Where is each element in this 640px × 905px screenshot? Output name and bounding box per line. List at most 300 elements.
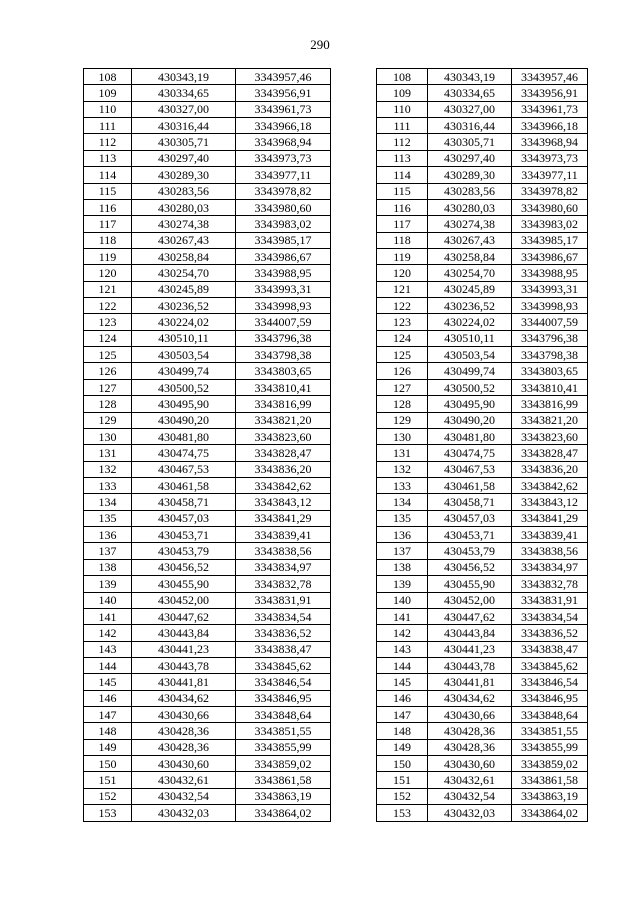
point-number-cell: 113 bbox=[84, 150, 132, 166]
point-number-cell: 147 bbox=[377, 707, 428, 723]
x-coordinate-cell: 430500,52 bbox=[428, 379, 512, 395]
table-row bbox=[84, 101, 331, 117]
point-number-cell: 148 bbox=[377, 723, 428, 739]
y-coordinate-cell: 3343863,19 bbox=[512, 788, 588, 804]
x-coordinate-cell: 430280,03 bbox=[132, 199, 236, 215]
x-coordinate-cell: 430274,38 bbox=[132, 216, 236, 232]
table-row bbox=[84, 674, 331, 690]
x-coordinate-cell: 430456,52 bbox=[132, 559, 236, 575]
x-coordinate-cell: 430254,70 bbox=[428, 265, 512, 281]
point-number-cell: 124 bbox=[84, 330, 132, 346]
x-coordinate-cell: 430443,84 bbox=[132, 625, 236, 641]
table-row bbox=[377, 788, 588, 804]
y-coordinate-cell: 3343834,97 bbox=[512, 559, 588, 575]
point-number-cell: 150 bbox=[84, 756, 132, 772]
x-coordinate-cell: 430474,75 bbox=[428, 445, 512, 461]
point-number-cell: 115 bbox=[377, 183, 428, 199]
x-coordinate-cell: 430490,20 bbox=[428, 412, 512, 428]
point-number-cell: 149 bbox=[377, 739, 428, 755]
table-row bbox=[377, 559, 588, 575]
point-number-cell: 112 bbox=[84, 134, 132, 150]
table-row bbox=[84, 396, 331, 412]
x-coordinate-cell: 430447,62 bbox=[428, 608, 512, 624]
point-number-cell: 138 bbox=[84, 559, 132, 575]
point-number-cell: 123 bbox=[377, 314, 428, 330]
table-row bbox=[84, 494, 331, 510]
y-coordinate-cell: 3343821,20 bbox=[236, 412, 331, 428]
point-number-cell: 145 bbox=[377, 674, 428, 690]
point-number-cell: 146 bbox=[84, 690, 132, 706]
x-coordinate-cell: 430447,62 bbox=[132, 608, 236, 624]
table-body bbox=[377, 69, 588, 822]
y-coordinate-cell: 3343810,41 bbox=[512, 379, 588, 395]
y-coordinate-cell: 3343832,78 bbox=[512, 576, 588, 592]
y-coordinate-cell: 3343863,19 bbox=[236, 788, 331, 804]
x-coordinate-cell: 430432,54 bbox=[132, 788, 236, 804]
table-row bbox=[84, 690, 331, 706]
y-coordinate-cell: 3343977,11 bbox=[512, 167, 588, 183]
y-coordinate-cell: 3343843,12 bbox=[512, 494, 588, 510]
y-coordinate-cell: 3343985,17 bbox=[236, 232, 331, 248]
x-coordinate-cell: 430236,52 bbox=[132, 298, 236, 314]
table-row bbox=[377, 592, 588, 608]
point-number-cell: 112 bbox=[377, 134, 428, 150]
table-row bbox=[377, 723, 588, 739]
y-coordinate-cell: 3343980,60 bbox=[512, 199, 588, 215]
point-number-cell: 116 bbox=[377, 199, 428, 215]
table-row bbox=[84, 723, 331, 739]
x-coordinate-cell: 430432,03 bbox=[428, 805, 512, 821]
table-row bbox=[377, 707, 588, 723]
point-number-cell: 122 bbox=[377, 298, 428, 314]
x-coordinate-cell: 430495,90 bbox=[132, 396, 236, 412]
x-coordinate-cell: 430503,54 bbox=[132, 347, 236, 363]
y-coordinate-cell: 3343966,18 bbox=[512, 118, 588, 134]
y-coordinate-cell: 3343836,52 bbox=[236, 625, 331, 641]
page-number: 290 bbox=[310, 37, 330, 52]
point-number-cell: 119 bbox=[377, 248, 428, 264]
table-row bbox=[377, 167, 588, 183]
table-row bbox=[377, 216, 588, 232]
point-number-cell: 152 bbox=[377, 788, 428, 804]
y-coordinate-cell: 3343956,91 bbox=[236, 85, 331, 101]
y-coordinate-cell: 3343845,62 bbox=[512, 657, 588, 673]
table-row bbox=[377, 756, 588, 772]
table-row bbox=[377, 232, 588, 248]
y-coordinate-cell: 3343828,47 bbox=[236, 445, 331, 461]
point-number-cell: 110 bbox=[84, 101, 132, 117]
y-coordinate-cell: 3343851,55 bbox=[236, 723, 331, 739]
y-coordinate-cell: 3343803,65 bbox=[512, 363, 588, 379]
table-row bbox=[84, 330, 331, 346]
table-row bbox=[84, 461, 331, 477]
table-row bbox=[377, 298, 588, 314]
table-body bbox=[84, 69, 331, 822]
y-coordinate-cell: 3343986,67 bbox=[236, 248, 331, 264]
point-number-cell: 117 bbox=[84, 216, 132, 232]
table-row bbox=[377, 510, 588, 526]
y-coordinate-cell: 3343816,99 bbox=[236, 396, 331, 412]
y-coordinate-cell: 3343842,62 bbox=[236, 477, 331, 493]
y-coordinate-cell: 3343978,82 bbox=[512, 183, 588, 199]
x-coordinate-cell: 430481,80 bbox=[132, 428, 236, 444]
point-number-cell: 121 bbox=[84, 281, 132, 297]
x-coordinate-cell: 430343,19 bbox=[428, 69, 512, 85]
point-number-cell: 131 bbox=[84, 445, 132, 461]
point-number-cell: 125 bbox=[84, 347, 132, 363]
y-coordinate-cell: 3343796,38 bbox=[512, 330, 588, 346]
x-coordinate-cell: 430245,89 bbox=[132, 281, 236, 297]
x-coordinate-cell: 430327,00 bbox=[428, 101, 512, 117]
x-coordinate-cell: 430280,03 bbox=[428, 199, 512, 215]
point-number-cell: 134 bbox=[377, 494, 428, 510]
y-coordinate-cell: 3343846,54 bbox=[512, 674, 588, 690]
point-number-cell: 145 bbox=[84, 674, 132, 690]
table-row bbox=[84, 363, 331, 379]
point-number-cell: 140 bbox=[377, 592, 428, 608]
x-coordinate-cell: 430274,38 bbox=[428, 216, 512, 232]
table-row bbox=[84, 739, 331, 755]
x-coordinate-cell: 430428,36 bbox=[132, 739, 236, 755]
table-row bbox=[377, 657, 588, 673]
y-coordinate-cell: 3343838,47 bbox=[512, 641, 588, 657]
y-coordinate-cell: 3343846,95 bbox=[236, 690, 331, 706]
table-row bbox=[377, 461, 588, 477]
point-number-cell: 114 bbox=[377, 167, 428, 183]
point-number-cell: 118 bbox=[84, 232, 132, 248]
table-row bbox=[377, 805, 588, 821]
x-coordinate-cell: 430452,00 bbox=[428, 592, 512, 608]
point-number-cell: 151 bbox=[377, 772, 428, 788]
point-number-cell: 133 bbox=[84, 477, 132, 493]
point-number-cell: 142 bbox=[84, 625, 132, 641]
table-row bbox=[84, 167, 331, 183]
table-row bbox=[377, 69, 588, 85]
y-coordinate-cell: 3343983,02 bbox=[236, 216, 331, 232]
x-coordinate-cell: 430490,20 bbox=[132, 412, 236, 428]
table-row bbox=[84, 641, 331, 657]
point-number-cell: 144 bbox=[84, 657, 132, 673]
table-row bbox=[84, 445, 331, 461]
y-coordinate-cell: 3343834,54 bbox=[236, 608, 331, 624]
y-coordinate-cell: 3344007,59 bbox=[236, 314, 331, 330]
x-coordinate-cell: 430430,66 bbox=[132, 707, 236, 723]
table-row bbox=[377, 494, 588, 510]
table-row bbox=[377, 477, 588, 493]
y-coordinate-cell: 3343831,91 bbox=[236, 592, 331, 608]
y-coordinate-cell: 3343842,62 bbox=[512, 477, 588, 493]
y-coordinate-cell: 3343983,02 bbox=[512, 216, 588, 232]
y-coordinate-cell: 3343839,41 bbox=[236, 527, 331, 543]
table-row bbox=[377, 543, 588, 559]
point-number-cell: 125 bbox=[377, 347, 428, 363]
x-coordinate-cell: 430503,54 bbox=[428, 347, 512, 363]
table-row bbox=[84, 412, 331, 428]
x-coordinate-cell: 430327,00 bbox=[132, 101, 236, 117]
y-coordinate-cell: 3343980,60 bbox=[236, 199, 331, 215]
point-number-cell: 109 bbox=[377, 85, 428, 101]
point-number-cell: 108 bbox=[84, 69, 132, 85]
x-coordinate-cell: 430434,62 bbox=[428, 690, 512, 706]
table-row bbox=[377, 772, 588, 788]
coordinates-table-right bbox=[376, 68, 588, 822]
table-row bbox=[84, 69, 331, 85]
point-number-cell: 117 bbox=[377, 216, 428, 232]
x-coordinate-cell: 430461,58 bbox=[428, 477, 512, 493]
table-row bbox=[84, 85, 331, 101]
x-coordinate-cell: 430258,84 bbox=[132, 248, 236, 264]
table-row bbox=[377, 183, 588, 199]
point-number-cell: 120 bbox=[84, 265, 132, 281]
point-number-cell: 118 bbox=[377, 232, 428, 248]
table-row bbox=[84, 477, 331, 493]
table-row bbox=[377, 281, 588, 297]
y-coordinate-cell: 3343957,46 bbox=[512, 69, 588, 85]
x-coordinate-cell: 430452,00 bbox=[132, 592, 236, 608]
x-coordinate-cell: 430289,30 bbox=[132, 167, 236, 183]
table-row bbox=[377, 608, 588, 624]
x-coordinate-cell: 430441,81 bbox=[428, 674, 512, 690]
y-coordinate-cell: 3343798,38 bbox=[512, 347, 588, 363]
point-number-cell: 141 bbox=[377, 608, 428, 624]
point-number-cell: 141 bbox=[84, 608, 132, 624]
table-row bbox=[84, 265, 331, 281]
x-coordinate-cell: 430316,44 bbox=[132, 118, 236, 134]
table-row bbox=[84, 527, 331, 543]
y-coordinate-cell: 3343998,93 bbox=[236, 298, 331, 314]
y-coordinate-cell: 3343845,62 bbox=[236, 657, 331, 673]
y-coordinate-cell: 3343968,94 bbox=[236, 134, 331, 150]
x-coordinate-cell: 430434,62 bbox=[132, 690, 236, 706]
x-coordinate-cell: 430289,30 bbox=[428, 167, 512, 183]
y-coordinate-cell: 3343848,64 bbox=[512, 707, 588, 723]
point-number-cell: 143 bbox=[377, 641, 428, 657]
y-coordinate-cell: 3343993,31 bbox=[236, 281, 331, 297]
x-coordinate-cell: 430283,56 bbox=[428, 183, 512, 199]
table-row bbox=[377, 265, 588, 281]
y-coordinate-cell: 3343843,12 bbox=[236, 494, 331, 510]
x-coordinate-cell: 430224,02 bbox=[428, 314, 512, 330]
x-coordinate-cell: 430441,23 bbox=[428, 641, 512, 657]
table-row bbox=[377, 363, 588, 379]
table-row bbox=[377, 101, 588, 117]
point-number-cell: 127 bbox=[377, 379, 428, 395]
table-row bbox=[84, 608, 331, 624]
x-coordinate-cell: 430254,70 bbox=[132, 265, 236, 281]
table-row bbox=[377, 428, 588, 444]
y-coordinate-cell: 3343798,38 bbox=[236, 347, 331, 363]
y-coordinate-cell: 3343838,56 bbox=[236, 543, 331, 559]
y-coordinate-cell: 3343839,41 bbox=[512, 527, 588, 543]
table-row bbox=[377, 330, 588, 346]
point-number-cell: 153 bbox=[377, 805, 428, 821]
x-coordinate-cell: 430453,79 bbox=[428, 543, 512, 559]
y-coordinate-cell: 3343968,94 bbox=[512, 134, 588, 150]
x-coordinate-cell: 430432,03 bbox=[132, 805, 236, 821]
table-row bbox=[84, 510, 331, 526]
x-coordinate-cell: 430453,79 bbox=[132, 543, 236, 559]
y-coordinate-cell: 3343796,38 bbox=[236, 330, 331, 346]
table-row bbox=[84, 183, 331, 199]
point-number-cell: 113 bbox=[377, 150, 428, 166]
point-number-cell: 143 bbox=[84, 641, 132, 657]
point-number-cell: 129 bbox=[377, 412, 428, 428]
point-number-cell: 139 bbox=[84, 576, 132, 592]
table-row bbox=[377, 412, 588, 428]
x-coordinate-cell: 430456,52 bbox=[428, 559, 512, 575]
y-coordinate-cell: 3343823,60 bbox=[512, 428, 588, 444]
point-number-cell: 152 bbox=[84, 788, 132, 804]
point-number-cell: 153 bbox=[84, 805, 132, 821]
x-coordinate-cell: 430432,61 bbox=[132, 772, 236, 788]
point-number-cell: 135 bbox=[377, 510, 428, 526]
x-coordinate-cell: 430458,71 bbox=[428, 494, 512, 510]
x-coordinate-cell: 430343,19 bbox=[132, 69, 236, 85]
x-coordinate-cell: 430316,44 bbox=[428, 118, 512, 134]
point-number-cell: 111 bbox=[377, 118, 428, 134]
x-coordinate-cell: 430455,90 bbox=[428, 576, 512, 592]
table-row bbox=[84, 756, 331, 772]
x-coordinate-cell: 430224,02 bbox=[132, 314, 236, 330]
table-row bbox=[377, 739, 588, 755]
y-coordinate-cell: 3343841,29 bbox=[512, 510, 588, 526]
point-number-cell: 138 bbox=[377, 559, 428, 575]
x-coordinate-cell: 430510,11 bbox=[428, 330, 512, 346]
y-coordinate-cell: 3343828,47 bbox=[512, 445, 588, 461]
y-coordinate-cell: 3343977,11 bbox=[236, 167, 331, 183]
table-row bbox=[84, 592, 331, 608]
point-number-cell: 142 bbox=[377, 625, 428, 641]
x-coordinate-cell: 430457,03 bbox=[428, 510, 512, 526]
x-coordinate-cell: 430458,71 bbox=[132, 494, 236, 510]
table-row bbox=[84, 150, 331, 166]
point-number-cell: 149 bbox=[84, 739, 132, 755]
table-row bbox=[84, 281, 331, 297]
x-coordinate-cell: 430499,74 bbox=[428, 363, 512, 379]
x-coordinate-cell: 430283,56 bbox=[132, 183, 236, 199]
x-coordinate-cell: 430334,65 bbox=[428, 85, 512, 101]
point-number-cell: 123 bbox=[84, 314, 132, 330]
x-coordinate-cell: 430245,89 bbox=[428, 281, 512, 297]
table-row bbox=[84, 788, 331, 804]
point-number-cell: 126 bbox=[377, 363, 428, 379]
x-coordinate-cell: 430305,71 bbox=[428, 134, 512, 150]
table-row bbox=[377, 690, 588, 706]
x-coordinate-cell: 430428,36 bbox=[428, 723, 512, 739]
point-number-cell: 132 bbox=[377, 461, 428, 477]
x-coordinate-cell: 430334,65 bbox=[132, 85, 236, 101]
y-coordinate-cell: 3343861,58 bbox=[512, 772, 588, 788]
table-row bbox=[84, 657, 331, 673]
table-row bbox=[377, 396, 588, 412]
y-coordinate-cell: 3343836,20 bbox=[236, 461, 331, 477]
table-row bbox=[377, 134, 588, 150]
table-row bbox=[84, 347, 331, 363]
y-coordinate-cell: 3343988,95 bbox=[512, 265, 588, 281]
x-coordinate-cell: 430510,11 bbox=[132, 330, 236, 346]
table-row bbox=[84, 298, 331, 314]
y-coordinate-cell: 3343838,47 bbox=[236, 641, 331, 657]
table-row bbox=[84, 428, 331, 444]
y-coordinate-cell: 3343986,67 bbox=[512, 248, 588, 264]
x-coordinate-cell: 430432,61 bbox=[428, 772, 512, 788]
y-coordinate-cell: 3343846,95 bbox=[512, 690, 588, 706]
table-row bbox=[84, 559, 331, 575]
point-number-cell: 135 bbox=[84, 510, 132, 526]
y-coordinate-cell: 3343957,46 bbox=[236, 69, 331, 85]
y-coordinate-cell: 3343821,20 bbox=[512, 412, 588, 428]
point-number-cell: 122 bbox=[84, 298, 132, 314]
table-row bbox=[84, 576, 331, 592]
table-row bbox=[377, 118, 588, 134]
point-number-cell: 130 bbox=[84, 428, 132, 444]
x-coordinate-cell: 430428,36 bbox=[132, 723, 236, 739]
y-coordinate-cell: 3343864,02 bbox=[236, 805, 331, 821]
y-coordinate-cell: 3343859,02 bbox=[512, 756, 588, 772]
x-coordinate-cell: 430430,60 bbox=[132, 756, 236, 772]
x-coordinate-cell: 430441,81 bbox=[132, 674, 236, 690]
y-coordinate-cell: 3343834,54 bbox=[512, 608, 588, 624]
point-number-cell: 115 bbox=[84, 183, 132, 199]
point-number-cell: 127 bbox=[84, 379, 132, 395]
table-row bbox=[84, 216, 331, 232]
x-coordinate-cell: 430430,60 bbox=[428, 756, 512, 772]
point-number-cell: 147 bbox=[84, 707, 132, 723]
point-number-cell: 132 bbox=[84, 461, 132, 477]
point-number-cell: 150 bbox=[377, 756, 428, 772]
table-row bbox=[84, 199, 331, 215]
table-row bbox=[377, 347, 588, 363]
table-row bbox=[84, 772, 331, 788]
y-coordinate-cell: 3343836,20 bbox=[512, 461, 588, 477]
table-row bbox=[84, 625, 331, 641]
y-coordinate-cell: 3343838,56 bbox=[512, 543, 588, 559]
point-number-cell: 128 bbox=[84, 396, 132, 412]
y-coordinate-cell: 3343823,60 bbox=[236, 428, 331, 444]
point-number-cell: 124 bbox=[377, 330, 428, 346]
x-coordinate-cell: 430258,84 bbox=[428, 248, 512, 264]
point-number-cell: 148 bbox=[84, 723, 132, 739]
x-coordinate-cell: 430305,71 bbox=[132, 134, 236, 150]
x-coordinate-cell: 430267,43 bbox=[132, 232, 236, 248]
y-coordinate-cell: 3343973,73 bbox=[512, 150, 588, 166]
point-number-cell: 133 bbox=[377, 477, 428, 493]
x-coordinate-cell: 430457,03 bbox=[132, 510, 236, 526]
table-row bbox=[84, 248, 331, 264]
x-coordinate-cell: 430432,54 bbox=[428, 788, 512, 804]
table-row bbox=[377, 527, 588, 543]
y-coordinate-cell: 3343855,99 bbox=[512, 739, 588, 755]
y-coordinate-cell: 3343961,73 bbox=[236, 101, 331, 117]
x-coordinate-cell: 430297,40 bbox=[132, 150, 236, 166]
table-row bbox=[377, 445, 588, 461]
point-number-cell: 129 bbox=[84, 412, 132, 428]
point-number-cell: 126 bbox=[84, 363, 132, 379]
point-number-cell: 130 bbox=[377, 428, 428, 444]
x-coordinate-cell: 430236,52 bbox=[428, 298, 512, 314]
point-number-cell: 108 bbox=[377, 69, 428, 85]
point-number-cell: 110 bbox=[377, 101, 428, 117]
point-number-cell: 144 bbox=[377, 657, 428, 673]
table-row bbox=[377, 576, 588, 592]
table-row bbox=[377, 674, 588, 690]
table-row bbox=[84, 805, 331, 821]
table-row bbox=[84, 543, 331, 559]
table-row bbox=[84, 232, 331, 248]
y-coordinate-cell: 3343810,41 bbox=[236, 379, 331, 395]
table-row bbox=[377, 314, 588, 330]
table-row bbox=[377, 199, 588, 215]
